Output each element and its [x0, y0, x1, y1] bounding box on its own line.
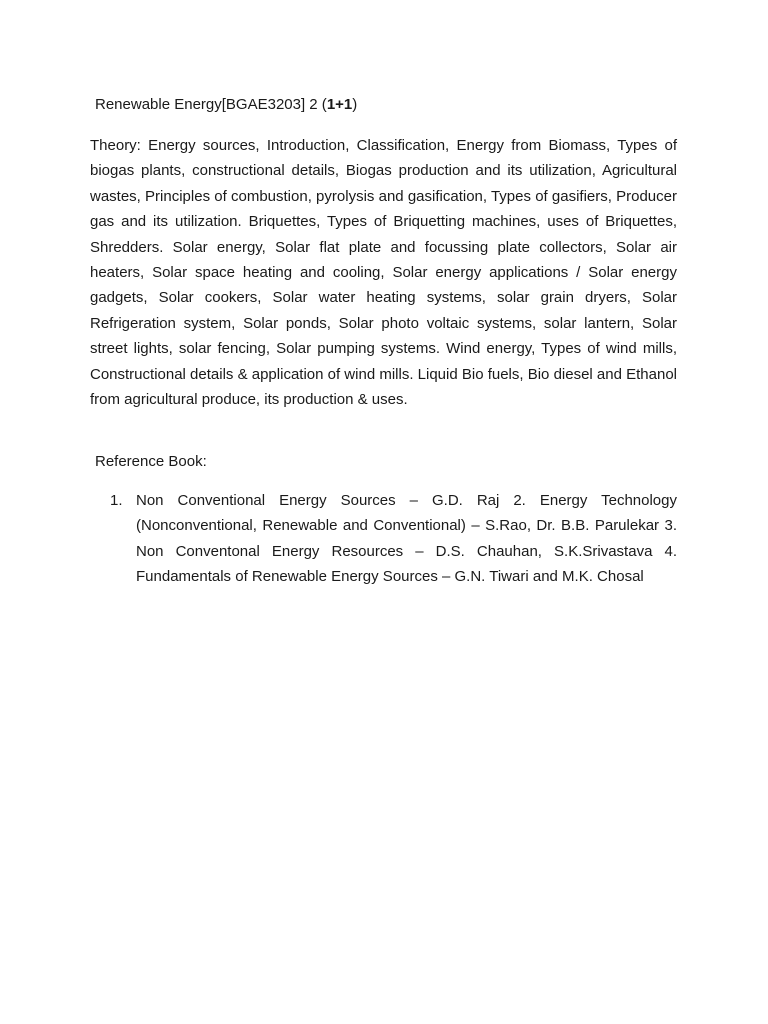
course-title: Renewable Energy[BGAE3203] 2 ( [95, 96, 327, 113]
theory-paragraph: Theory: Energy sources, Introduction, Classification, Energy from Biomass, Types of biogas plants, constructional details, Biogas production and its utilization, Agricultural wastes, Principles of combustion, pyrolysis and gasification, Types of gasifiers, Producer gas and its utilization. Briquettes, Types of Briquetting machines, uses of Briquettes, Shredders. Solar energy, Solar flat plate and focussing plate collectors, Solar air heaters, Solar space heating and cooling, Solar energy applications / Solar energy gadgets, Solar cookers, Solar water heating systems, solar grain dryers, Solar Refrigeration system, Solar ponds, Solar photo voltaic systems, solar lantern, Solar street lights, solar fencing, Solar pumping systems. Wind energy, Types of wind mills, Constructional details & application of wind mills. Liquid Bio fuels, Bio diesel and Ethanol from agricultural produce, its production & uses. [90, 137, 677, 409]
reference-book-title: Reference Book: [95, 453, 207, 470]
reference-list-item [110, 488, 677, 590]
course-heading [95, 95, 357, 115]
reference-number: 1. [110, 492, 123, 509]
reference-list [110, 488, 677, 590]
reference-text: Non Conventional Energy Sources – G.D. Raj 2. Energy Technology (Nonconventional, Renewable and Conventional) – S.Rao, Dr. B.B. Parulekar 3. Non Conventonal Energy Resources – D.S. Chauhan, S.K.Srivastava 4. Fundamentals of Renewable Energy Sources – G.N. Tiwari and M.K. Chosal [136, 492, 677, 586]
course-heading-suffix: ) [352, 96, 358, 113]
course-credits: 1+1 [326, 96, 353, 113]
